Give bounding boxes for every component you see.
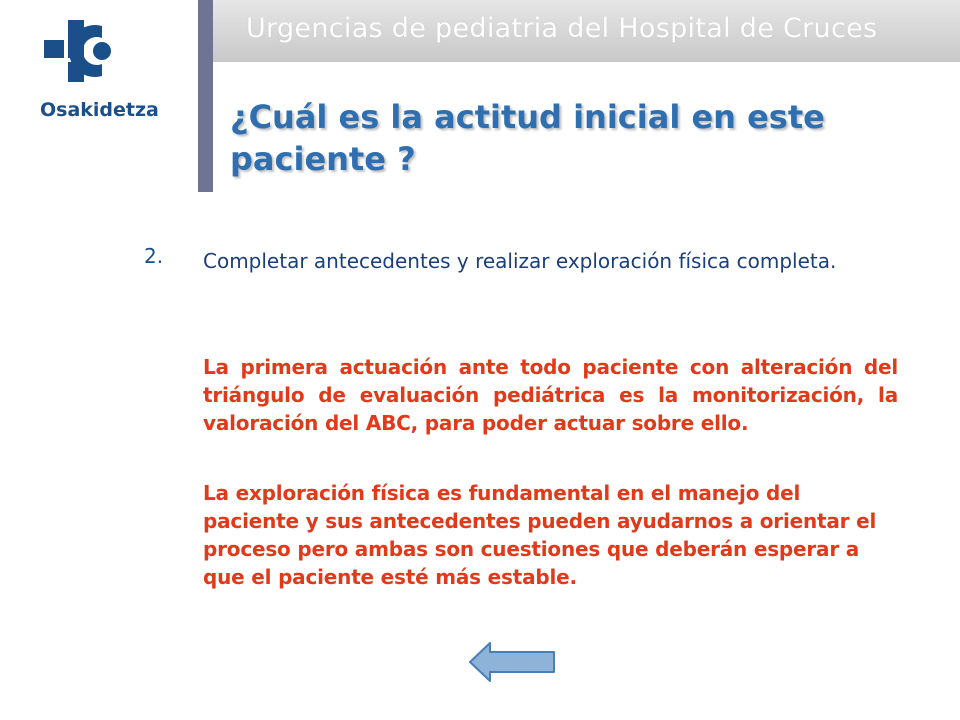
- list-item-text: Completar antecedentes y realizar exploración física completa.: [203, 249, 837, 273]
- list-item-number: 2.: [144, 244, 164, 268]
- banner-title: Urgencias de pediatria del Hospital de Cruces: [246, 13, 878, 44]
- paragraph-monitorization: La primera actuación ante todo paciente con alteración del triángulo de evaluación pediátrica es la monitorización, la valoración del ABC, para poder actuar sobre ello.: [203, 355, 898, 435]
- left-arrow-icon[interactable]: [468, 640, 556, 684]
- slide-title: ¿Cuál es la actitud inicial en este paciente ?: [230, 98, 825, 178]
- logo-text: Osakidetza: [40, 99, 159, 121]
- vertical-accent-bar: [198, 0, 213, 192]
- paragraph-exploration: La exploración física es fundamental en el manejo del paciente y sus antecedentes pueden ayudarnos a orientar el proceso pero ambas son cuestiones que deberán esperar a que el paciente esté más estable.: [203, 481, 877, 589]
